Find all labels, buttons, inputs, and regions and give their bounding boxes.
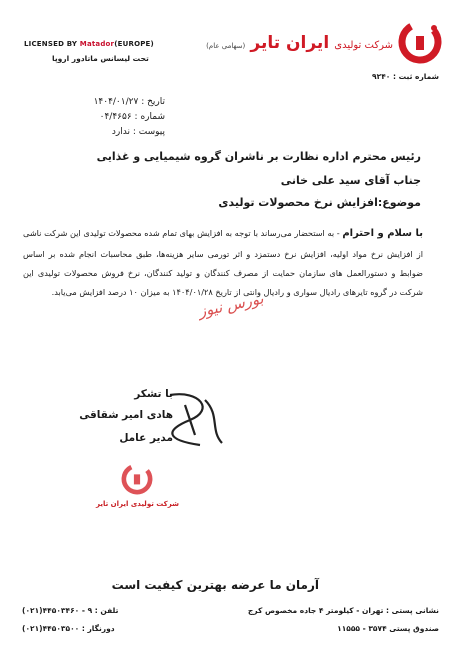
number-value: ۰۴/۴۶۵۶	[99, 112, 132, 122]
company-title: ایران تایر	[250, 33, 330, 53]
license-prefix: LICENSED BY	[24, 40, 80, 48]
company-prefix: شرکت تولیدی	[334, 40, 393, 51]
signature-closing: با تشکر	[134, 388, 173, 400]
attachment-label: پیوست :	[132, 127, 165, 137]
meta-attachment	[112, 127, 165, 137]
meta-date	[94, 97, 165, 107]
attachment-value: ندارد	[111, 127, 130, 137]
subject-line: موضوع:افزایش نرخ محصولات تولیدی	[218, 196, 421, 209]
date-label: تاریخ :	[141, 97, 165, 107]
handwritten-note: بورس نیوز	[196, 289, 266, 321]
footer-po-box: صندوق پستی ۳۵۷۴ - ۱۱۵۵۵	[337, 624, 439, 633]
letter-body	[23, 222, 423, 302]
number-label: شماره :	[134, 112, 165, 122]
license-line	[24, 40, 154, 48]
company-name	[206, 33, 393, 53]
stamp-text: شرکت تولیدی ایران تایر	[96, 500, 179, 508]
greeting: با سلام و احترام	[342, 228, 423, 239]
registration-label: شماره ثبت :	[392, 72, 439, 81]
footer-slogan: آرمان ما عرضه بهترین کیفیت است	[111, 578, 319, 592]
body-text: - به استحضار می‌رساند با توجه به افزایش بهای تمام شده محصولات تولیدی این شرکت ناشی از افزایش نرخ مواد اولیه، افزایش نرخ دستمزد و اثر تورمی سایر هزینه‌ها، طبق محاسبات انجام شده بر اساس ضوابط و دستورالعمل های سازمان حمایت از مصرف کنندگان و تولید کنندگان، نرخ فروش محصولات تولیدی این شرکت در گروه تایرهای رادیال سواری و رادیال وانتی از تاریخ ۱۴۰۴/۰۱/۲۸ به میزان ۱۰ درصد افزایش می‌یابد.	[23, 228, 423, 297]
license-suffix: (EUROPE)	[114, 40, 154, 48]
addressee-line: جناب آقای سید علی خانی	[280, 174, 421, 187]
footer-fax: دورنگار : ۴۴۵۰۳۵۰۰(۰۲۱)	[22, 624, 115, 633]
iran-tire-logo-icon	[398, 20, 442, 64]
signature-name: هادی امیر شقاقی	[79, 409, 173, 421]
company-type: (سهامی عام)	[206, 42, 246, 50]
recipient-line: رئیس محترم اداره نظارت بر ناشران گروه شیمیایی و غذایی	[96, 150, 421, 163]
matador-brand: Matador	[79, 40, 115, 48]
registration-number: ۹۲۴۰	[372, 72, 391, 81]
signature-title: مدیر عامل	[119, 432, 173, 444]
license-note: تحت لیسانس ماتادور اروپا	[52, 54, 149, 63]
meta-number	[100, 112, 165, 122]
registration-line	[372, 72, 439, 81]
footer-phone: تلفن : ۹ - ۴۴۵۰۳۴۶۰(۰۲۱)	[22, 606, 119, 615]
footer-address: نشانی پستی : تهران - کیلومتر ۴ جاده مخصوص کرج	[247, 606, 439, 615]
date-value: ۱۴۰۴/۰۱/۲۷	[93, 97, 139, 107]
stamp-logo-icon	[120, 462, 154, 496]
